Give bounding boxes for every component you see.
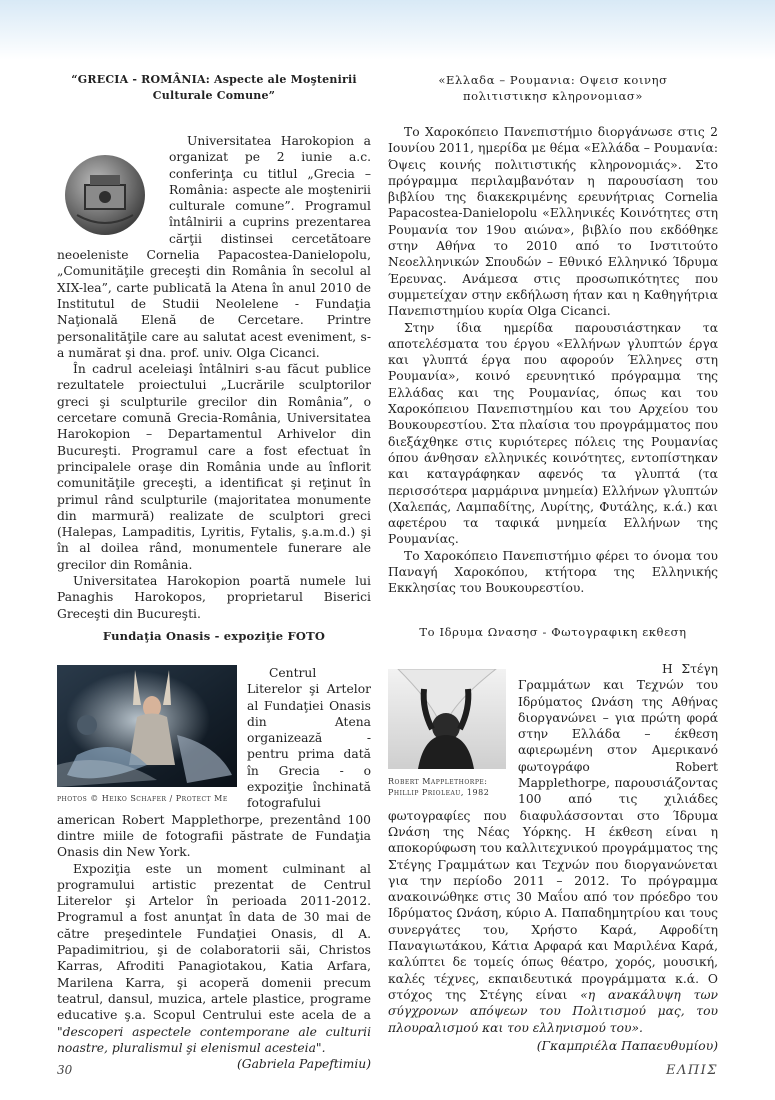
mapplethorpe-photo-block <box>388 669 510 798</box>
coin-image-art <box>57 145 157 245</box>
mapplethorpe-photo-caption: Robert Mapplethorpe: Phillip Prioleau, 1982 <box>388 777 490 798</box>
gr-onasis-signature: (Γκαμπριέλα Παπαευθυμίου) <box>536 1038 718 1053</box>
gr-article-onasis <box>388 624 718 1054</box>
mapplethorpe-photo <box>388 669 506 769</box>
dance-photo-caption: photos © Heiko Schafer / Protect Me <box>57 794 228 804</box>
ro-article-harokopion <box>57 72 371 622</box>
dance-photo-block <box>57 665 239 804</box>
ro-onasis-paragraph-2: Expoziţia este un moment culminant al programului artistic prezentat de Centrul Literelor şi Artelor în perioada 2011-2012. Programul a fost anunţat în data de 30 mai de către preşedintele Fundaţiei Onasis, dl A. Papadimitriou, şi de colaboratorii săi, Christos Karras, Afroditi Panagiotakou, Katia Arfara, Marilena Karra, şi acoperă domenii precum teatrul, dansul, muzica, artele plastice, programe educative ş.a. Scopul Centrului este acela de a "descoperi aspectele contemporane ale culturii noastre, pluralismul şi elenismul acesteia". <box>57 861 371 1055</box>
gr-article-paragraph-3: Το Χαροκόπειο Πανεπιστήμιο φέρει το όνομα του Παναγή Χαροκόπου, κτήτορα της Ελληνικής Εκκλησίας του Βουκουρεστίου. <box>388 548 718 596</box>
gr-onasis-title: Το Ιδρυμα Ωνασησ - Φωτογραφικη εκθεση <box>419 625 687 639</box>
ro-onasis-title: Fundaţia Onasis - expoziţie FOTO <box>102 629 326 643</box>
gr-onasis-paragraph-1: Η Στέγη Γραμμάτων και Τεχνών του Ιδρύματος Ωνάση της Αθήνας διοργανώνει – για πρώτη φορά στην Ελλάδα – έκθεση αφιερωμένη στον Αμερικανό φωτογράφο Robert Mapplethorpe, παρουσιάζοντας 100 από τις χιλιάδες φωτογραφίες που διαφυλάσσονται στο Ίδρυμα Ωνάση της Νέας Υόρκης. Η έκθεση είναι η αποκορύφωση του καλλιτεχνικού προγράμματος της Στέγης Γραμμάτων και Τεχνών που διοργανώνεται για την περίοδο 2011 – 2012. Το πρόγραμμα ανακοινώθηκε στις 30 Μαΐου από τον πρόεδρο του Ιδρύματος Ωνάση, κύριο Α. Παπαδημητρίου και τους συνεργάτες του, Χρήστο Καρά, Αφροδίτη Παναγιωτάκου, Κάτια Αρφαρά και Μαριλένα Καρά, καλύπτει δε τομείς όπως θέατρο, χορός, μουσική, καλές τέχνες, εκπαιδευτικά προγράμματα κ.ά. Ο στόχος της Στέγης είναι «η ανακάλυψη των σύγχρονων απόψεων του Πολιτισμού μας, του πλουραλισμού και του ελληνισμού του». <box>388 662 718 1035</box>
ro-article-paragraph-3: Universitatea Harokopion poartă numele lui Panaghis Harokopos, proprietarul Biserici Greceşti din Bucureşti. <box>57 574 371 621</box>
gr-article-paragraph-1: Το Χαροκόπειο Πανεπιστήμιο διοργάνωσε στις 2 Ιουνίου 2011, ημερίδα με θέμα «Ελλάδα – Ρουμανία: Όψεις κοινής πολιτιστικής κληρονομιάς». Στο πρόγραμμα περιλαμβανόταν η παρουσίαση του βιβλίου της διακεκριμένης ερευνήτριας Cornelia Papacostea-Danielopolu «Ελληνικές Κοινότητες στη Ρουμανία τον 19ου αιώνα», βιβλίο που εκδόθηκε στην Αθήνα το 2010 από το Ινστιτούτο Νεοελληνικών Σπουδών – Εθνικό Ελληνικό Ίδρυμα Έρευνας. Ανάμεσα στις προσωπικότητες που συμμετείχαν στην εκδήλωση ήταν και η Καθηγήτρια Πανεπιστημίου κυρία Olga Cicanci. <box>388 125 718 319</box>
ro-article-onasis <box>57 628 371 1072</box>
ro-onasis-paragraph-1: Centrul Literelor şi Artelor al Fundaţiei Onasis din Atena organizează - pentru prima dată în Grecia - o expoziţie închinată fotografului american Robert Mapplethorpe, prezentând 100 dintre miile de fotografii păstrate de Fundaţia Onasis din New York. <box>57 666 371 860</box>
page-number: 30 <box>57 1063 73 1077</box>
ro-article-paragraph-1: Universitatea Harokopion a organizat pe 2 iunie a.c. conferinţa cu titlul „Grecia – România: aspecte ale moştenirii culturale comune”. Programul întâlnirii a cuprins prezentarea cărţii distinsei cercetătoare neoeleniste Cornelia Papacostea-Danielopolu, „Comunităţile greceşti din România în secolul al XIX-lea”, carte publicată la Atena în anul 2010 de Institutul de Studii Neolelene - Fundaţia Naţională Elenă de Cercetare. Printre personalităţile care au salutat acest eveniment, s-a numărat şi dna. prof. univ. Olga Cicanci. <box>57 134 371 360</box>
coin-image <box>57 131 161 243</box>
gr-article-paragraph-2: Στην ίδια ημερίδα παρουσιάστηκαν τα αποτελέσματα του έργου «Ελλήνων γλυπτών έργα και γλυπτά έργα που αφορούν Έλληνες στη Ρουμανία», κοινό ερευνητικό πρόγραμμα της Ελλάδας και της Ρουμανίας, όπως και του Χαροκόπειου Πανεπιστημίου και του Αρχείου του Βουκουρεστίου. Στα πλαίσια του προγράμματος που διεξάχθηκε στις κυριότερες πόλεις της Ρουμανίας όπου άνθησαν ελληνικές κοινότητες, εντοπίστηκαν και καταγράφηκαν αφενός τα γλυπτά (τα περισσότερα μαρμάρινα μνημεία) Ελλήνων γλυπτών (Χαλεπάς, Λαμπαδίτης, Λυρίτης, Φυτάλης, κ.ά.) και αφετέρου τα ταφικά μνημεία Ελλήνων της Ρουμανίας. <box>388 320 718 547</box>
ro-article-title: “GRECIA - ROMÂNIA: Aspecte ale Moştenirii Culturale Comune” <box>71 73 357 102</box>
dance-photo <box>57 665 237 787</box>
gr-article-harokopion <box>388 72 718 597</box>
gr-article-title: «Ελλαδα – Ρουμανια: Οψεισ κοινησ πολιτιστικησ κληρονομιασ» <box>438 73 668 103</box>
ro-onasis-signature: (Gabriela Papeftimiu) <box>236 1057 371 1072</box>
magazine-name: ΕΛΠΙΣ <box>665 1063 718 1078</box>
ro-article-paragraph-2: În cadrul aceleiaşi întâlniri s-au făcut publice rezultatele proiectului „Lucrările sculptorilor greci şi sculpturile grecilor din România”, o cercetare comună Grecia-România, Universitatea Harokopion – Departamentul Arhivelor din Bucureşti. Programul care a fost efectuat în principalele oraşe din România unde au înflorit comunităţile greceşti, a identificat şi reţinut în primul rând sculpturile (majoritatea monumente din marmură) realizate de sculptori greci (Halepas, Lampaditis, Lyritis, Fytalis, ş.a.m.d.) şi în al doilea rând, monumentele funerare ale grecilor din România. <box>57 362 371 572</box>
